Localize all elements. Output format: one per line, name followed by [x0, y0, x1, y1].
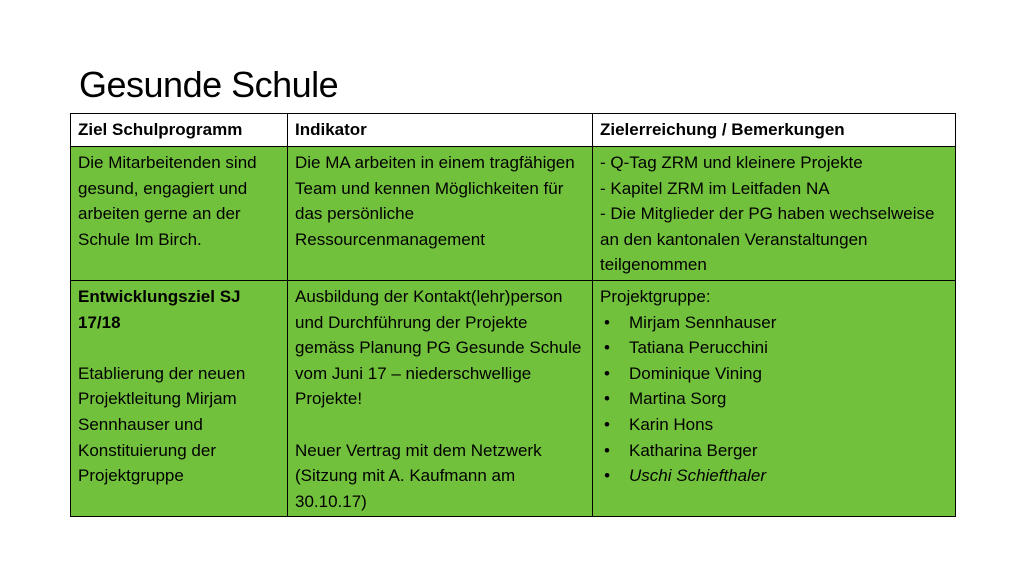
project-group-list: [600, 310, 948, 489]
list-item: • Uschi Schiefthaler: [600, 463, 948, 489]
development-goal-heading: Entwicklungsziel SJ 17/18: [78, 286, 241, 332]
indicator-paragraph: Ausbildung der Kontakt(lehr)person und Durchführung der Projekte gemäss Planung PG Gesunde Schule vom Juni 17 – niederschwellige Projekte!: [295, 286, 582, 409]
list-item: • Karin Hons: [600, 412, 948, 438]
slide-title: Gesunde Schule: [79, 64, 339, 105]
remark-line: - Q-Tag ZRM und kleinere Projekte: [600, 153, 863, 172]
development-goal-text: Etablierung der neuen Projektleitung Mirjam Sennhauser und Konstituierung der Projektgruppe: [78, 363, 246, 486]
cell-indicator: Die MA arbeiten in einem tragfähigen Team und kennen Möglichkeiten für das persönliche Ressourcenmanagement: [288, 147, 593, 281]
header-ziel-schulprogramm: Ziel Schulprogramm: [71, 114, 288, 147]
indicator-paragraph: Neuer Vertrag mit dem Netzwerk (Sitzung mit A. Kaufmann am 30.10.17): [295, 440, 542, 511]
cell-indicator: [288, 280, 593, 516]
table-row: [71, 147, 956, 281]
project-group-heading: Projektgruppe:: [600, 286, 711, 306]
table-header-row: [71, 114, 956, 147]
cell-goal: Die Mitarbeitenden sind gesund, engagiert und arbeiten gerne an der Schule Im Birch.: [71, 147, 288, 281]
list-item: • Katharina Berger: [600, 438, 948, 464]
remark-line: - Kapitel ZRM im Leitfaden NA: [600, 178, 830, 198]
list-item: • Dominique Vining: [600, 361, 948, 387]
list-item: • Mirjam Sennhauser: [600, 310, 948, 336]
cell-goal: [71, 280, 288, 516]
goals-table: [70, 113, 956, 517]
cell-remarks: [593, 280, 956, 516]
header-indikator: Indikator: [288, 114, 593, 147]
cell-remarks: [593, 147, 956, 281]
list-item: • Martina Sorg: [600, 386, 948, 412]
remark-line: - Die Mitglieder der PG haben wechselweise an den kantonalen Veranstaltungen teilgenommen: [600, 204, 935, 275]
header-zielerreichung: Zielerreichung / Bemerkungen: [593, 114, 956, 147]
table-row: [71, 280, 956, 516]
list-item: • Tatiana Perucchini: [600, 335, 948, 361]
